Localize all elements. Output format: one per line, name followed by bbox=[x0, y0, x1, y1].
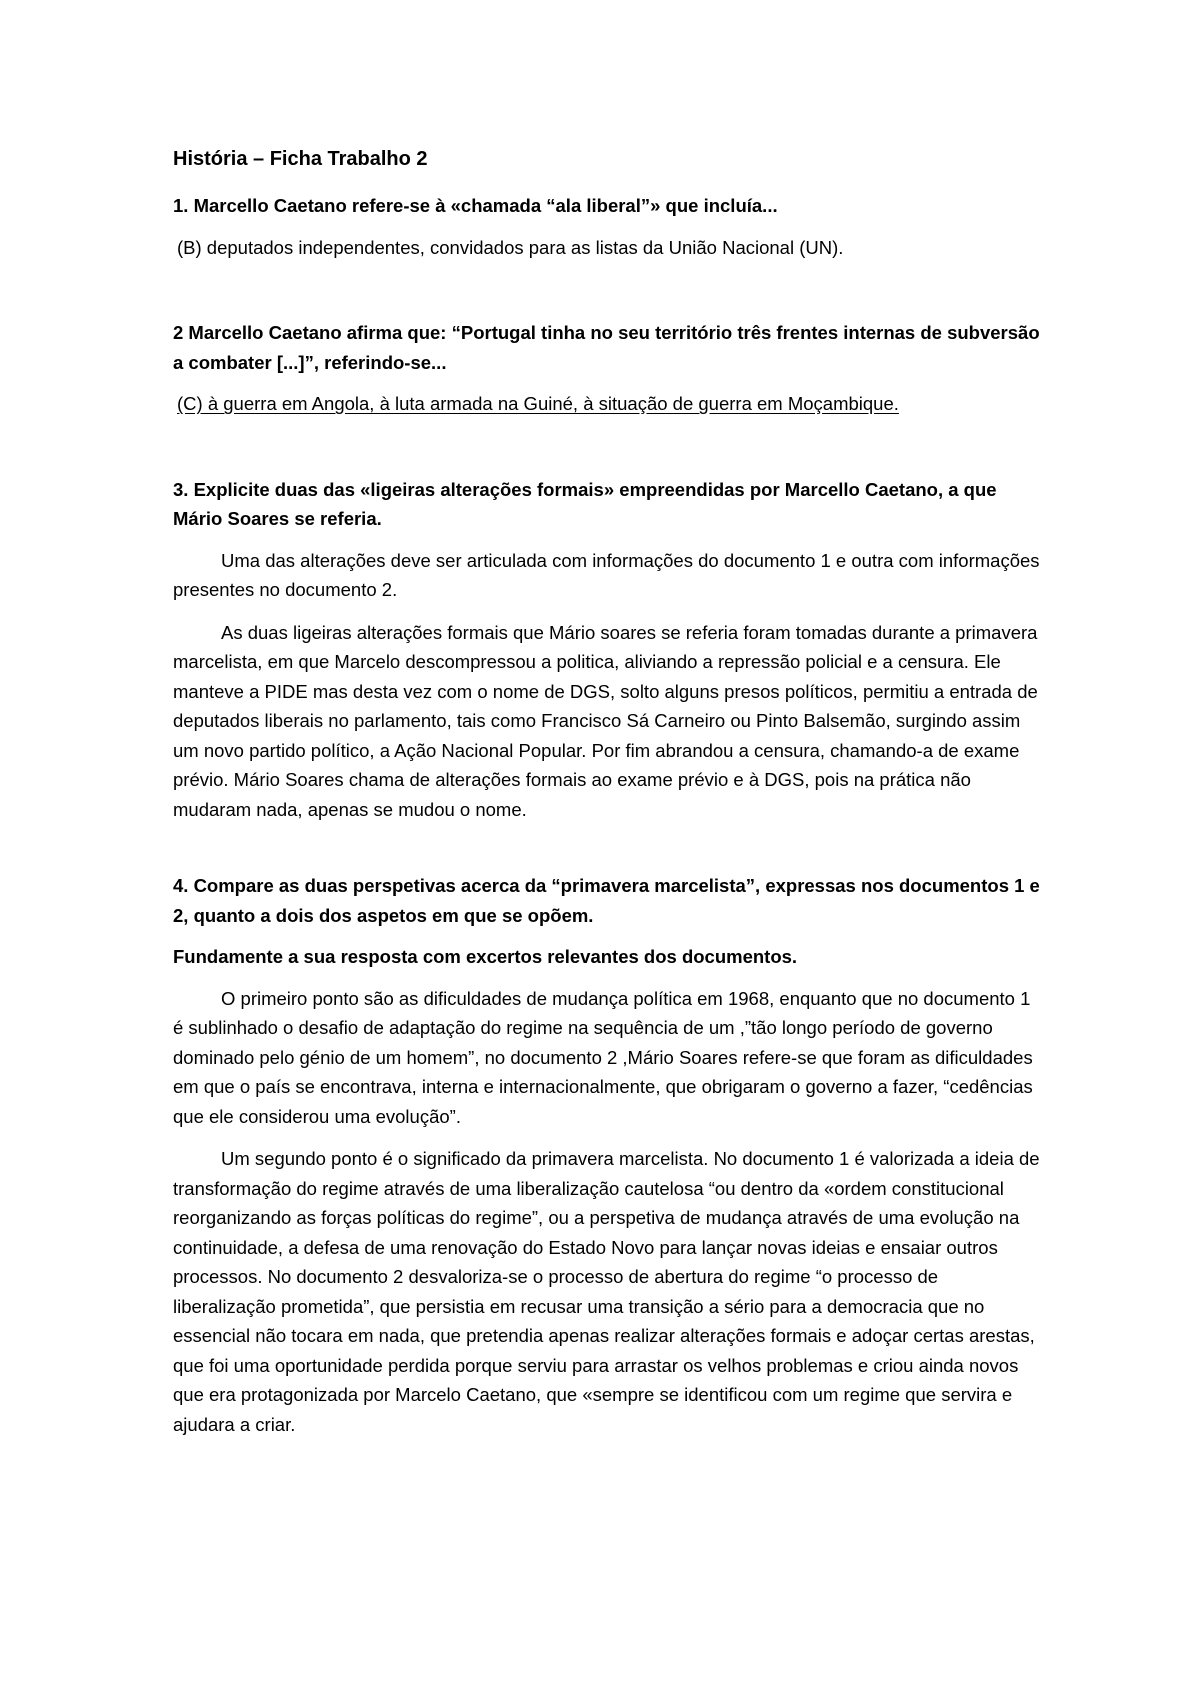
answer-2: (C) à guerra em Angola, à luta armada na Guiné, à situação de guerra em Moçambique. bbox=[177, 393, 899, 414]
question-3: 3. Explicite duas das «ligeiras alterações formais» empreendidas por Marcello Caetano, a que Mário Soares se referia. bbox=[173, 478, 997, 529]
question-1: 1. Marcello Caetano refere-se à «chamada “ala liberal”» que incluía... bbox=[173, 195, 778, 216]
question-3-instruction: Uma das alterações deve ser articulada com informações do documento 1 e outra com informações presentes no documento 2. bbox=[173, 549, 1040, 600]
spacer bbox=[173, 431, 1041, 475]
spacer bbox=[173, 274, 1041, 318]
answer-1: (B) deputados independentes, convidados para as listas da União Nacional (UN). bbox=[177, 236, 844, 258]
document-title: História – Ficha Trabalho 2 bbox=[173, 148, 428, 170]
answer-3: As duas ligeiras alterações formais que Mário soares se referia foram tomadas durante a primavera marcelista, em que Marcelo descompressou a politica, aliviando a repressão policial e a censura. Ele manteve a PIDE mas desta vez com o nome de DGS, solto alguns presos políticos, permitiu a entrada de deputados liberais no parlamento, tais como Francisco Sá Carneiro ou Pinto Balsemão, surgindo assim um novo partido político, a Ação Nacional Popular. Por fim abrandou a censura, chamando-a de exame prévio. Mário Soares chama de alterações formais ao exame prévio e à DGS, pois na prática não mudaram nada, apenas se mudou o nome. bbox=[173, 621, 1038, 820]
answer-4-paragraph-2: Um segundo ponto é o significado da primavera marcelista. No documento 1 é valorizada a ideia de transformação do regime através de uma liberalização cautelosa “ou dentro da «ordem constitucional reorganizando as forças políticas do regime”, ou a perspetiva de mudança através de uma evolução na continuidade, a defesa de uma renovação do Estado Novo para lançar novas ideias e ensaiar outros processos. No documento 2 desvaloriza-se o processo de abertura do regime “o processo de liberalização prometida”, que persistia em recusar uma transição a sério para a democracia que no essencial não tocara em nada, que pretendia apenas realizar alterações formais e adoçar certas arestas, que foi uma oportunidade perdida porque serviu para arrastar os velhos problemas e criou ainda novos que era protagonizada por Marcelo Caetano, que «sempre se identificou com um regime que servira e ajudara a criar. bbox=[173, 1148, 1040, 1435]
document-body bbox=[173, 145, 1041, 1452]
spacer bbox=[173, 837, 1041, 871]
answer-4-paragraph-1: O primeiro ponto são as dificuldades de mudança política em 1968, enquanto que no documento 1 é sublinhado o desafio de adaptação do regime na sequência de um ,”tão longo período de governo dominado pelo génio de um homem”, no documento 2 ,Mário Soares refere-se que foram as dificuldades em que o país se encontrava, interna e internacionalmente, que obrigaram o governo a fazer, “cedências que ele considerou uma evolução”. bbox=[173, 987, 1033, 1127]
question-4: 4. Compare as duas perspetivas acerca da “primavera marcelista”, expressas nos documentos 1 e 2, quanto a dois dos aspetos em que se opõem. bbox=[173, 875, 1040, 926]
question-2: 2 Marcello Caetano afirma que: “Portugal tinha no seu território três frentes internas de subversão a combater [...]”, referindo-se... bbox=[173, 322, 1040, 373]
question-4-instruction: Fundamente a sua resposta com excertos relevantes dos documentos. bbox=[173, 946, 798, 967]
